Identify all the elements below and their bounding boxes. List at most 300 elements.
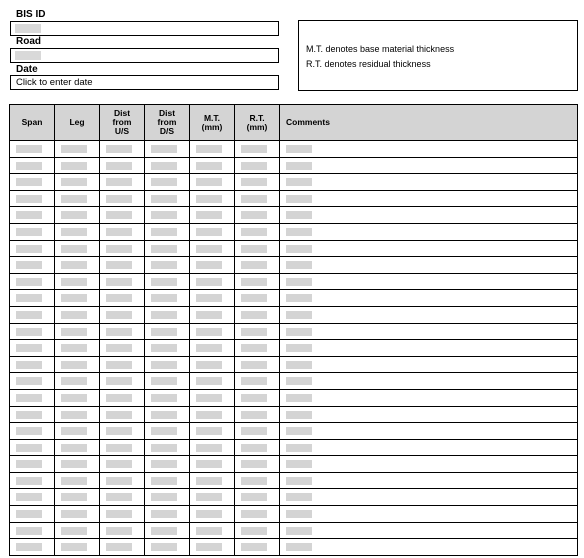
text-field-placeholder (196, 411, 222, 419)
cell-dist-ds[interactable] (145, 356, 190, 373)
cell-leg[interactable] (55, 522, 100, 539)
text-field-placeholder (16, 460, 42, 468)
text-field-placeholder (16, 294, 42, 302)
table-row (10, 522, 578, 539)
cell-mt[interactable] (190, 141, 235, 158)
cell-leg[interactable] (55, 240, 100, 257)
cell-mt[interactable] (190, 472, 235, 489)
text-field-placeholder (196, 344, 222, 352)
text-field-placeholder (106, 228, 132, 236)
cell-dist-ds[interactable] (145, 240, 190, 257)
cell-mt[interactable] (190, 439, 235, 456)
cell-mt[interactable] (190, 506, 235, 523)
cell-dist-us[interactable] (100, 340, 145, 357)
cell-span[interactable] (10, 306, 55, 323)
cell-span[interactable] (10, 323, 55, 340)
cell-comments[interactable] (280, 456, 578, 473)
cell-dist-ds[interactable] (145, 190, 190, 207)
cell-rt[interactable] (235, 257, 280, 274)
column-header-rt: R.T. (mm) (235, 105, 280, 141)
cell-dist-us[interactable] (100, 323, 145, 340)
text-field-placeholder (151, 510, 177, 518)
table-row (10, 240, 578, 257)
text-field-placeholder (106, 145, 132, 153)
cell-mt[interactable] (190, 257, 235, 274)
cell-comments[interactable] (280, 389, 578, 406)
text-field-placeholder (286, 477, 312, 485)
text-field-placeholder (151, 328, 177, 336)
text-field-placeholder (106, 195, 132, 203)
cell-mt[interactable] (190, 174, 235, 191)
text-field-placeholder (286, 411, 312, 419)
cell-dist-ds[interactable] (145, 174, 190, 191)
cell-comments[interactable] (280, 273, 578, 290)
cell-dist-ds[interactable] (145, 223, 190, 240)
cell-mt[interactable] (190, 340, 235, 357)
text-field-placeholder (241, 344, 267, 352)
cell-dist-ds[interactable] (145, 141, 190, 158)
cell-span[interactable] (10, 174, 55, 191)
cell-comments[interactable] (280, 240, 578, 257)
text-field-placeholder (106, 444, 132, 452)
cell-span[interactable] (10, 456, 55, 473)
text-field-placeholder (16, 211, 42, 219)
cell-leg[interactable] (55, 472, 100, 489)
text-field-placeholder (151, 427, 177, 435)
cell-mt[interactable] (190, 190, 235, 207)
text-field-placeholder (241, 311, 267, 319)
text-field-placeholder (16, 527, 42, 535)
cell-comments[interactable] (280, 174, 578, 191)
cell-span[interactable] (10, 439, 55, 456)
cell-comments[interactable] (280, 157, 578, 174)
cell-mt[interactable] (190, 207, 235, 224)
cell-span[interactable] (10, 157, 55, 174)
cell-rt[interactable] (235, 406, 280, 423)
cell-mt[interactable] (190, 489, 235, 506)
cell-leg[interactable] (55, 141, 100, 158)
text-field-placeholder (106, 261, 132, 269)
cell-leg[interactable] (55, 290, 100, 307)
text-field-placeholder (241, 427, 267, 435)
cell-dist-ds[interactable] (145, 290, 190, 307)
text-field-placeholder (151, 493, 177, 501)
road-placeholder (15, 51, 41, 60)
text-field-placeholder (61, 162, 87, 170)
cell-leg[interactable] (55, 190, 100, 207)
text-field-placeholder (241, 377, 267, 385)
cell-leg[interactable] (55, 207, 100, 224)
text-field-placeholder (61, 311, 87, 319)
cell-leg[interactable] (55, 306, 100, 323)
text-field-placeholder (151, 460, 177, 468)
cell-comments[interactable] (280, 539, 578, 556)
cell-mt[interactable] (190, 157, 235, 174)
text-field-placeholder (286, 278, 312, 286)
cell-dist-us[interactable] (100, 439, 145, 456)
cell-dist-us[interactable] (100, 406, 145, 423)
text-field-placeholder (16, 493, 42, 501)
text-field-placeholder (106, 460, 132, 468)
cell-dist-ds[interactable] (145, 340, 190, 357)
cell-leg[interactable] (55, 423, 100, 440)
cell-comments[interactable] (280, 306, 578, 323)
cell-dist-us[interactable] (100, 356, 145, 373)
note-line-rt: R.T. denotes residual thickness (306, 59, 431, 69)
cell-comments[interactable] (280, 439, 578, 456)
text-field-placeholder (241, 510, 267, 518)
table-row (10, 290, 578, 307)
cell-rt[interactable] (235, 373, 280, 390)
cell-comments[interactable] (280, 323, 578, 340)
cell-dist-us[interactable] (100, 389, 145, 406)
cell-comments[interactable] (280, 506, 578, 523)
cell-leg[interactable] (55, 539, 100, 556)
cell-dist-us[interactable] (100, 290, 145, 307)
cell-mt[interactable] (190, 273, 235, 290)
notes-box (298, 20, 578, 91)
cell-span[interactable] (10, 356, 55, 373)
text-field-placeholder (16, 245, 42, 253)
cell-comments[interactable] (280, 489, 578, 506)
cell-leg[interactable] (55, 273, 100, 290)
cell-dist-ds[interactable] (145, 439, 190, 456)
bis-id-field[interactable] (10, 21, 279, 36)
cell-mt[interactable] (190, 406, 235, 423)
text-field-placeholder (106, 427, 132, 435)
cell-dist-us[interactable] (100, 273, 145, 290)
text-field-placeholder (16, 178, 42, 186)
cell-leg[interactable] (55, 389, 100, 406)
text-field-placeholder (61, 411, 87, 419)
cell-dist-ds[interactable] (145, 456, 190, 473)
cell-dist-us[interactable] (100, 423, 145, 440)
thickness-table (9, 104, 578, 556)
cell-span[interactable] (10, 273, 55, 290)
text-field-placeholder (196, 377, 222, 385)
cell-span[interactable] (10, 240, 55, 257)
cell-dist-ds[interactable] (145, 506, 190, 523)
text-field-placeholder (151, 178, 177, 186)
text-field-placeholder (196, 278, 222, 286)
text-field-placeholder (61, 460, 87, 468)
text-field-placeholder (241, 278, 267, 286)
cell-mt[interactable] (190, 306, 235, 323)
cell-leg[interactable] (55, 489, 100, 506)
cell-comments[interactable] (280, 257, 578, 274)
text-field-placeholder (61, 527, 87, 535)
cell-leg[interactable] (55, 406, 100, 423)
text-field-placeholder (241, 195, 267, 203)
cell-mt[interactable] (190, 389, 235, 406)
cell-mt[interactable] (190, 223, 235, 240)
text-field-placeholder (286, 162, 312, 170)
cell-dist-us[interactable] (100, 240, 145, 257)
text-field-placeholder (151, 278, 177, 286)
text-field-placeholder (106, 245, 132, 253)
cell-dist-ds[interactable] (145, 273, 190, 290)
cell-mt[interactable] (190, 456, 235, 473)
cell-dist-us[interactable] (100, 141, 145, 158)
cell-rt[interactable] (235, 190, 280, 207)
text-field-placeholder (241, 411, 267, 419)
cell-mt[interactable] (190, 323, 235, 340)
text-field-placeholder (151, 394, 177, 402)
cell-leg[interactable] (55, 439, 100, 456)
cell-dist-us[interactable] (100, 489, 145, 506)
text-field-placeholder (241, 394, 267, 402)
cell-dist-us[interactable] (100, 174, 145, 191)
date-label: Date (16, 64, 38, 75)
cell-rt[interactable] (235, 356, 280, 373)
cell-span[interactable] (10, 423, 55, 440)
text-field-placeholder (196, 361, 222, 369)
text-field-placeholder (16, 411, 42, 419)
text-field-placeholder (151, 211, 177, 219)
cell-dist-ds[interactable] (145, 157, 190, 174)
cell-leg[interactable] (55, 174, 100, 191)
cell-rt[interactable] (235, 539, 280, 556)
cell-mt[interactable] (190, 539, 235, 556)
cell-span[interactable] (10, 489, 55, 506)
text-field-placeholder (241, 245, 267, 253)
cell-span[interactable] (10, 389, 55, 406)
text-field-placeholder (286, 195, 312, 203)
text-field-placeholder (196, 145, 222, 153)
cell-dist-us[interactable] (100, 207, 145, 224)
cell-comments[interactable] (280, 290, 578, 307)
text-field-placeholder (151, 411, 177, 419)
cell-dist-ds[interactable] (145, 406, 190, 423)
cell-dist-ds[interactable] (145, 373, 190, 390)
text-field-placeholder (16, 228, 42, 236)
cell-dist-us[interactable] (100, 539, 145, 556)
text-field-placeholder (61, 261, 87, 269)
cell-rt[interactable] (235, 306, 280, 323)
cell-leg[interactable] (55, 356, 100, 373)
cell-leg[interactable] (55, 223, 100, 240)
bis-id-placeholder (15, 24, 41, 33)
cell-comments[interactable] (280, 423, 578, 440)
text-field-placeholder (106, 510, 132, 518)
cell-span[interactable] (10, 472, 55, 489)
text-field-placeholder (106, 294, 132, 302)
text-field-placeholder (241, 328, 267, 336)
text-field-placeholder (196, 311, 222, 319)
cell-rt[interactable] (235, 290, 280, 307)
text-field-placeholder (286, 527, 312, 535)
cell-span[interactable] (10, 539, 55, 556)
text-field-placeholder (61, 377, 87, 385)
text-field-placeholder (286, 427, 312, 435)
text-field-placeholder (196, 228, 222, 236)
cell-span[interactable] (10, 223, 55, 240)
cell-rt[interactable] (235, 340, 280, 357)
cell-comments[interactable] (280, 190, 578, 207)
cell-rt[interactable] (235, 157, 280, 174)
cell-comments[interactable] (280, 223, 578, 240)
table-row (10, 406, 578, 423)
cell-dist-us[interactable] (100, 157, 145, 174)
text-field-placeholder (16, 261, 42, 269)
cell-mt[interactable] (190, 423, 235, 440)
cell-dist-us[interactable] (100, 522, 145, 539)
cell-leg[interactable] (55, 323, 100, 340)
cell-dist-us[interactable] (100, 223, 145, 240)
text-field-placeholder (241, 294, 267, 302)
text-field-placeholder (151, 344, 177, 352)
road-field[interactable] (10, 48, 279, 63)
table-row (10, 157, 578, 174)
text-field-placeholder (286, 543, 312, 551)
cell-comments[interactable] (280, 207, 578, 224)
text-field-placeholder (151, 527, 177, 535)
cell-rt[interactable] (235, 240, 280, 257)
text-field-placeholder (196, 195, 222, 203)
text-field-placeholder (286, 361, 312, 369)
text-field-placeholder (16, 328, 42, 336)
cell-rt[interactable] (235, 522, 280, 539)
date-field[interactable] (10, 75, 279, 90)
cell-comments[interactable] (280, 373, 578, 390)
cell-comments[interactable] (280, 340, 578, 357)
cell-rt[interactable] (235, 423, 280, 440)
cell-dist-ds[interactable] (145, 423, 190, 440)
cell-span[interactable] (10, 141, 55, 158)
cell-mt[interactable] (190, 522, 235, 539)
text-field-placeholder (106, 493, 132, 501)
cell-rt[interactable] (235, 141, 280, 158)
text-field-placeholder (16, 311, 42, 319)
cell-dist-ds[interactable] (145, 306, 190, 323)
text-field-placeholder (61, 145, 87, 153)
table-row (10, 190, 578, 207)
cell-leg[interactable] (55, 257, 100, 274)
cell-rt[interactable] (235, 273, 280, 290)
cell-rt[interactable] (235, 472, 280, 489)
cell-mt[interactable] (190, 373, 235, 390)
text-field-placeholder (196, 444, 222, 452)
cell-rt[interactable] (235, 207, 280, 224)
cell-rt[interactable] (235, 223, 280, 240)
text-field-placeholder (286, 145, 312, 153)
cell-span[interactable] (10, 373, 55, 390)
cell-span[interactable] (10, 340, 55, 357)
cell-comments[interactable] (280, 406, 578, 423)
text-field-placeholder (196, 211, 222, 219)
cell-rt[interactable] (235, 506, 280, 523)
cell-leg[interactable] (55, 506, 100, 523)
text-field-placeholder (106, 411, 132, 419)
cell-rt[interactable] (235, 389, 280, 406)
cell-span[interactable] (10, 257, 55, 274)
cell-span[interactable] (10, 207, 55, 224)
text-field-placeholder (61, 278, 87, 286)
cell-leg[interactable] (55, 456, 100, 473)
table-row (10, 273, 578, 290)
cell-leg[interactable] (55, 373, 100, 390)
text-field-placeholder (106, 394, 132, 402)
cell-dist-us[interactable] (100, 257, 145, 274)
text-field-placeholder (196, 245, 222, 253)
table-row (10, 423, 578, 440)
table-row (10, 456, 578, 473)
cell-span[interactable] (10, 290, 55, 307)
cell-dist-us[interactable] (100, 306, 145, 323)
cell-span[interactable] (10, 522, 55, 539)
column-header-leg: Leg (55, 105, 100, 141)
cell-dist-ds[interactable] (145, 489, 190, 506)
text-field-placeholder (286, 211, 312, 219)
cell-dist-us[interactable] (100, 472, 145, 489)
text-field-placeholder (106, 527, 132, 535)
cell-leg[interactable] (55, 340, 100, 357)
cell-dist-ds[interactable] (145, 207, 190, 224)
cell-comments[interactable] (280, 522, 578, 539)
text-field-placeholder (241, 527, 267, 535)
table-row (10, 539, 578, 556)
cell-span[interactable] (10, 190, 55, 207)
cell-dist-ds[interactable] (145, 522, 190, 539)
table-row (10, 356, 578, 373)
cell-dist-ds[interactable] (145, 539, 190, 556)
table-row (10, 174, 578, 191)
cell-comments[interactable] (280, 472, 578, 489)
cell-rt[interactable] (235, 323, 280, 340)
text-field-placeholder (151, 294, 177, 302)
cell-comments[interactable] (280, 356, 578, 373)
cell-dist-ds[interactable] (145, 389, 190, 406)
text-field-placeholder (61, 427, 87, 435)
text-field-placeholder (61, 228, 87, 236)
cell-rt[interactable] (235, 174, 280, 191)
cell-dist-ds[interactable] (145, 257, 190, 274)
bis-id-label: BIS ID (16, 9, 46, 20)
table-row (10, 489, 578, 506)
cell-dist-us[interactable] (100, 373, 145, 390)
text-field-placeholder (61, 294, 87, 302)
cell-dist-ds[interactable] (145, 323, 190, 340)
text-field-placeholder (196, 493, 222, 501)
text-field-placeholder (16, 427, 42, 435)
cell-span[interactable] (10, 506, 55, 523)
cell-dist-us[interactable] (100, 190, 145, 207)
cell-mt[interactable] (190, 240, 235, 257)
text-field-placeholder (151, 311, 177, 319)
text-field-placeholder (286, 493, 312, 501)
cell-leg[interactable] (55, 157, 100, 174)
cell-span[interactable] (10, 406, 55, 423)
text-field-placeholder (196, 261, 222, 269)
cell-rt[interactable] (235, 456, 280, 473)
cell-rt[interactable] (235, 439, 280, 456)
table-row (10, 306, 578, 323)
cell-dist-ds[interactable] (145, 472, 190, 489)
text-field-placeholder (196, 543, 222, 551)
text-field-placeholder (151, 444, 177, 452)
cell-rt[interactable] (235, 489, 280, 506)
cell-mt[interactable] (190, 356, 235, 373)
text-field-placeholder (61, 211, 87, 219)
cell-mt[interactable] (190, 290, 235, 307)
text-field-placeholder (151, 543, 177, 551)
table-row (10, 472, 578, 489)
cell-comments[interactable] (280, 141, 578, 158)
cell-dist-us[interactable] (100, 456, 145, 473)
cell-dist-us[interactable] (100, 506, 145, 523)
text-field-placeholder (241, 178, 267, 186)
text-field-placeholder (106, 178, 132, 186)
